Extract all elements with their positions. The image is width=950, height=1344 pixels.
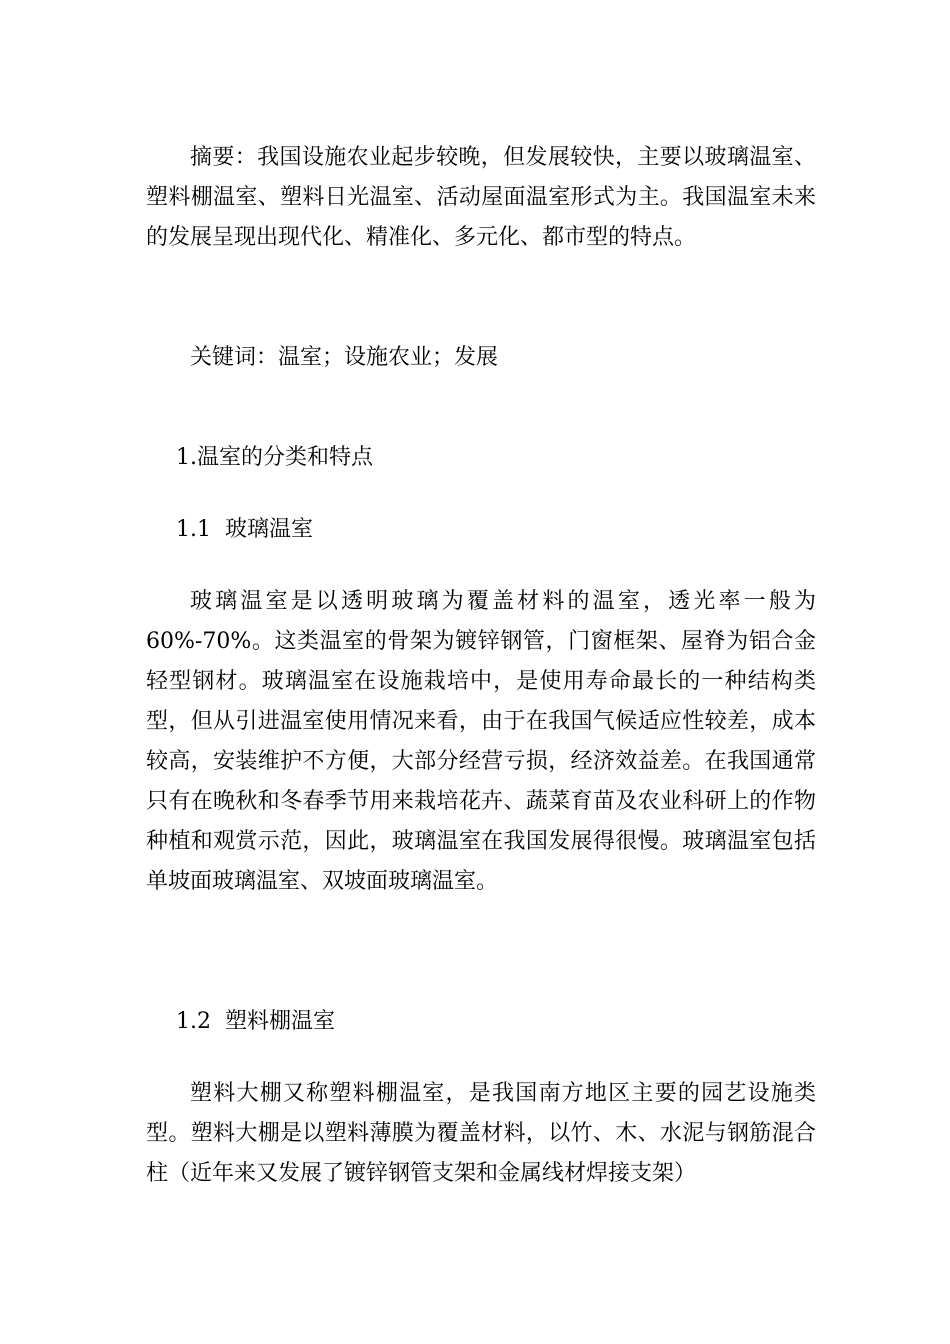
section-1-2-title: 塑料棚温室 — [225, 1009, 336, 1034]
section-1-1-heading — [146, 510, 846, 550]
abstract-label: 摘要： — [190, 145, 258, 170]
section-1-1-title: 玻璃温室 — [225, 517, 314, 542]
section-1-heading: 1.温室的分类和特点 — [176, 445, 373, 470]
section-1-2-heading — [146, 1002, 846, 1042]
section-1-1-body: 玻璃温室是以透明玻璃为覆盖材料的温室，透光率一般为60%-70%。这类温室的骨架为镀锌钢管，门窗框架、屋脊为铝合金轻型钢材。玻璃温室在设施栽培中，是使用寿命最长的一种结构类型，但从引进温室使用情况来看，由于在我国气候适应性较差，成本较高，安装维护不方便，大部分经营亏损，经济效益差。在我国通常只有在晚秋和冬春季节用来栽培花卉、蔬菜育苗及农业科研上的作物种植和观赏示范，因此，玻璃温室在我国发展得很慢。玻璃温室包括单坡面玻璃温室、双坡面玻璃温室。 — [146, 589, 816, 894]
section-1-1-number: 1.1 — [176, 517, 211, 542]
keywords-paragraph — [146, 338, 816, 378]
section-1-2-number: 1.2 — [176, 1009, 211, 1034]
abstract-text: 我国设施农业起步较晚，但发展较快，主要以玻璃温室、塑料棚温室、塑料日光温室、活动屋面温室形式为主。我国温室未来的发展呈现出现代化、精准化、多元化、都市型的特点。 — [146, 145, 816, 250]
keywords-text: 温室；设施农业；发展 — [278, 345, 499, 370]
section-1-2-body: 塑料大棚又称塑料棚温室，是我国南方地区主要的园艺设施类型。塑料大棚是以塑料薄膜为覆盖材料，以竹、木、水泥与钢筋混合柱（近年来又发展了镀锌钢管支架和金属线材焊接支架） — [146, 1081, 816, 1186]
keywords-label: 关键词： — [190, 345, 279, 370]
abstract-paragraph — [146, 138, 816, 258]
